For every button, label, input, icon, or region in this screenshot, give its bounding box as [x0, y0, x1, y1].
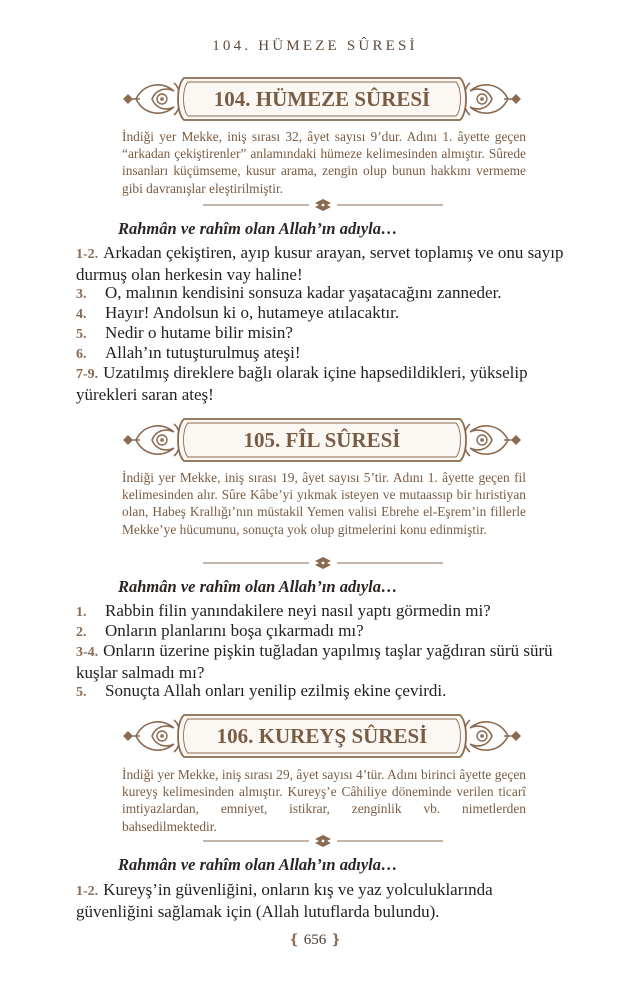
verse-text: Onların üzerine pişkin tuğladan yapılmış taşlar yağdıran sürü sürü kuşlar salmadı mı? [76, 641, 553, 682]
right-flourish-icon: ❵ [330, 933, 342, 948]
verse-number: 7-9. [76, 367, 99, 382]
verse [76, 641, 572, 682]
surah-banner-106 [122, 710, 522, 762]
verse [76, 343, 572, 365]
basmala: Rahmân ve rahîm olan Allah’ın adıyla… [118, 577, 398, 596]
surah-intro: İndiği yer Mekke, iniş sırası 19, âyet sayısı 5’tir. Adını 1. âyette geçen fil kelimesinden alır. Sûre Kâbe’yi yıkmak isteyen ve mutaassıp bir hıristiyan olan, Habeş Krallığı’nın müstakil Yemen valisi Ebrehe el-Eşrem’in fillerle Mekke’ye hücumunu, sonuçta yok olup gitmelerini konu edinmiştir. [122, 470, 526, 537]
verse [76, 303, 572, 325]
verse-text: O, malının kendisini sonsuza kadar yaşatacağını zanneder. [105, 283, 502, 302]
verse-text: Allah’ın tutuşturulmuş ateşi! [105, 343, 301, 362]
ornament-divider [203, 557, 443, 569]
verse-number: 2. [76, 625, 87, 640]
verse-number: 1-2. [76, 884, 99, 899]
verse [76, 880, 572, 921]
left-flourish-icon: ❴ [288, 933, 300, 948]
verse-text: Uzatılmış direklere bağlı olarak içine hapsedildikleri, yükselip yürekleri saran ateş! [76, 363, 528, 404]
verse [76, 323, 572, 345]
verse [76, 681, 572, 703]
basmala: Rahmân ve rahîm olan Allah’ın adıyla… [118, 855, 398, 874]
verse [76, 243, 572, 284]
verse-number: 6. [76, 347, 87, 362]
surah-banner-105 [122, 414, 522, 466]
verse-number: 5. [76, 685, 87, 700]
verse-text: Arkadan çekiştiren, ayıp kusur arayan, servet toplamış ve onu sayıp durmuş olan herkesin vay haline! [76, 243, 564, 284]
surah-banner-104 [122, 73, 522, 125]
verse-number: 1-2. [76, 247, 99, 262]
verse [76, 363, 572, 404]
verse [76, 283, 572, 305]
verse-text: Kureyş’in güvenliğini, onların kış ve yaz yolculuklarında güvenliğini sağlamak için (Allah lutuflarda bulundu). [76, 880, 493, 921]
verse-number: 3-4. [76, 645, 99, 660]
verse-number: 1. [76, 605, 87, 620]
ornament-divider [203, 835, 443, 847]
verse [76, 601, 572, 623]
page-number [0, 932, 630, 949]
basmala: Rahmân ve rahîm olan Allah’ın adıyla… [118, 219, 398, 238]
surah-intro: İndiği yer Mekke, iniş sırası 29, âyet sayısı 4’tür. Adını birinci âyette geçen kureyş kelimesinden almıştır. Kureyş’e Câhiliye döneminde verilen ticarî imtiyazlardan, emniyet, istikrar, zenginlik vb. nimetlerden bahsedilmektedir. [122, 767, 526, 834]
verse-text: Rabbin filin yanındakilere neyi nasıl yaptı görmedin mi? [105, 601, 491, 620]
verse-number: 5. [76, 327, 87, 342]
running-header: 104. HÜMEZE SÛRESİ [212, 38, 418, 54]
verse-number: 4. [76, 307, 87, 322]
surah-title: 105. FÎL SÛRESİ [243, 428, 401, 452]
ornament-divider [203, 199, 443, 211]
surah-title: 106. KUREYŞ SÛRESİ [216, 724, 428, 748]
verse-text: Sonuçta Allah onları yenilip ezilmiş ekine çevirdi. [105, 681, 447, 700]
surah-intro: İndiği yer Mekke, iniş sırası 32, âyet sayısı 9’dur. Adını 1. âyette geçen “arkadan çekiştirenler” anlamındaki hümeze kelimesinden almıştır. Sûrede insanları küçümseme, kusur arama, zengin olup bunun hakkını vermeme gibi davranışlar eleştirilmiştir. [122, 129, 526, 196]
page-number-value: 656 [303, 932, 327, 948]
verse-text: Hayır! Andolsun ki o, hutameye atılacaktır. [105, 303, 400, 322]
verse [76, 621, 572, 643]
verse-number: 3. [76, 287, 87, 302]
verse-text: Onların planlarını boşa çıkarmadı mı? [105, 621, 364, 640]
verse-text: Nedir o hutame bilir misin? [105, 323, 293, 342]
surah-title: 104. HÜMEZE SÛRESİ [213, 87, 431, 111]
